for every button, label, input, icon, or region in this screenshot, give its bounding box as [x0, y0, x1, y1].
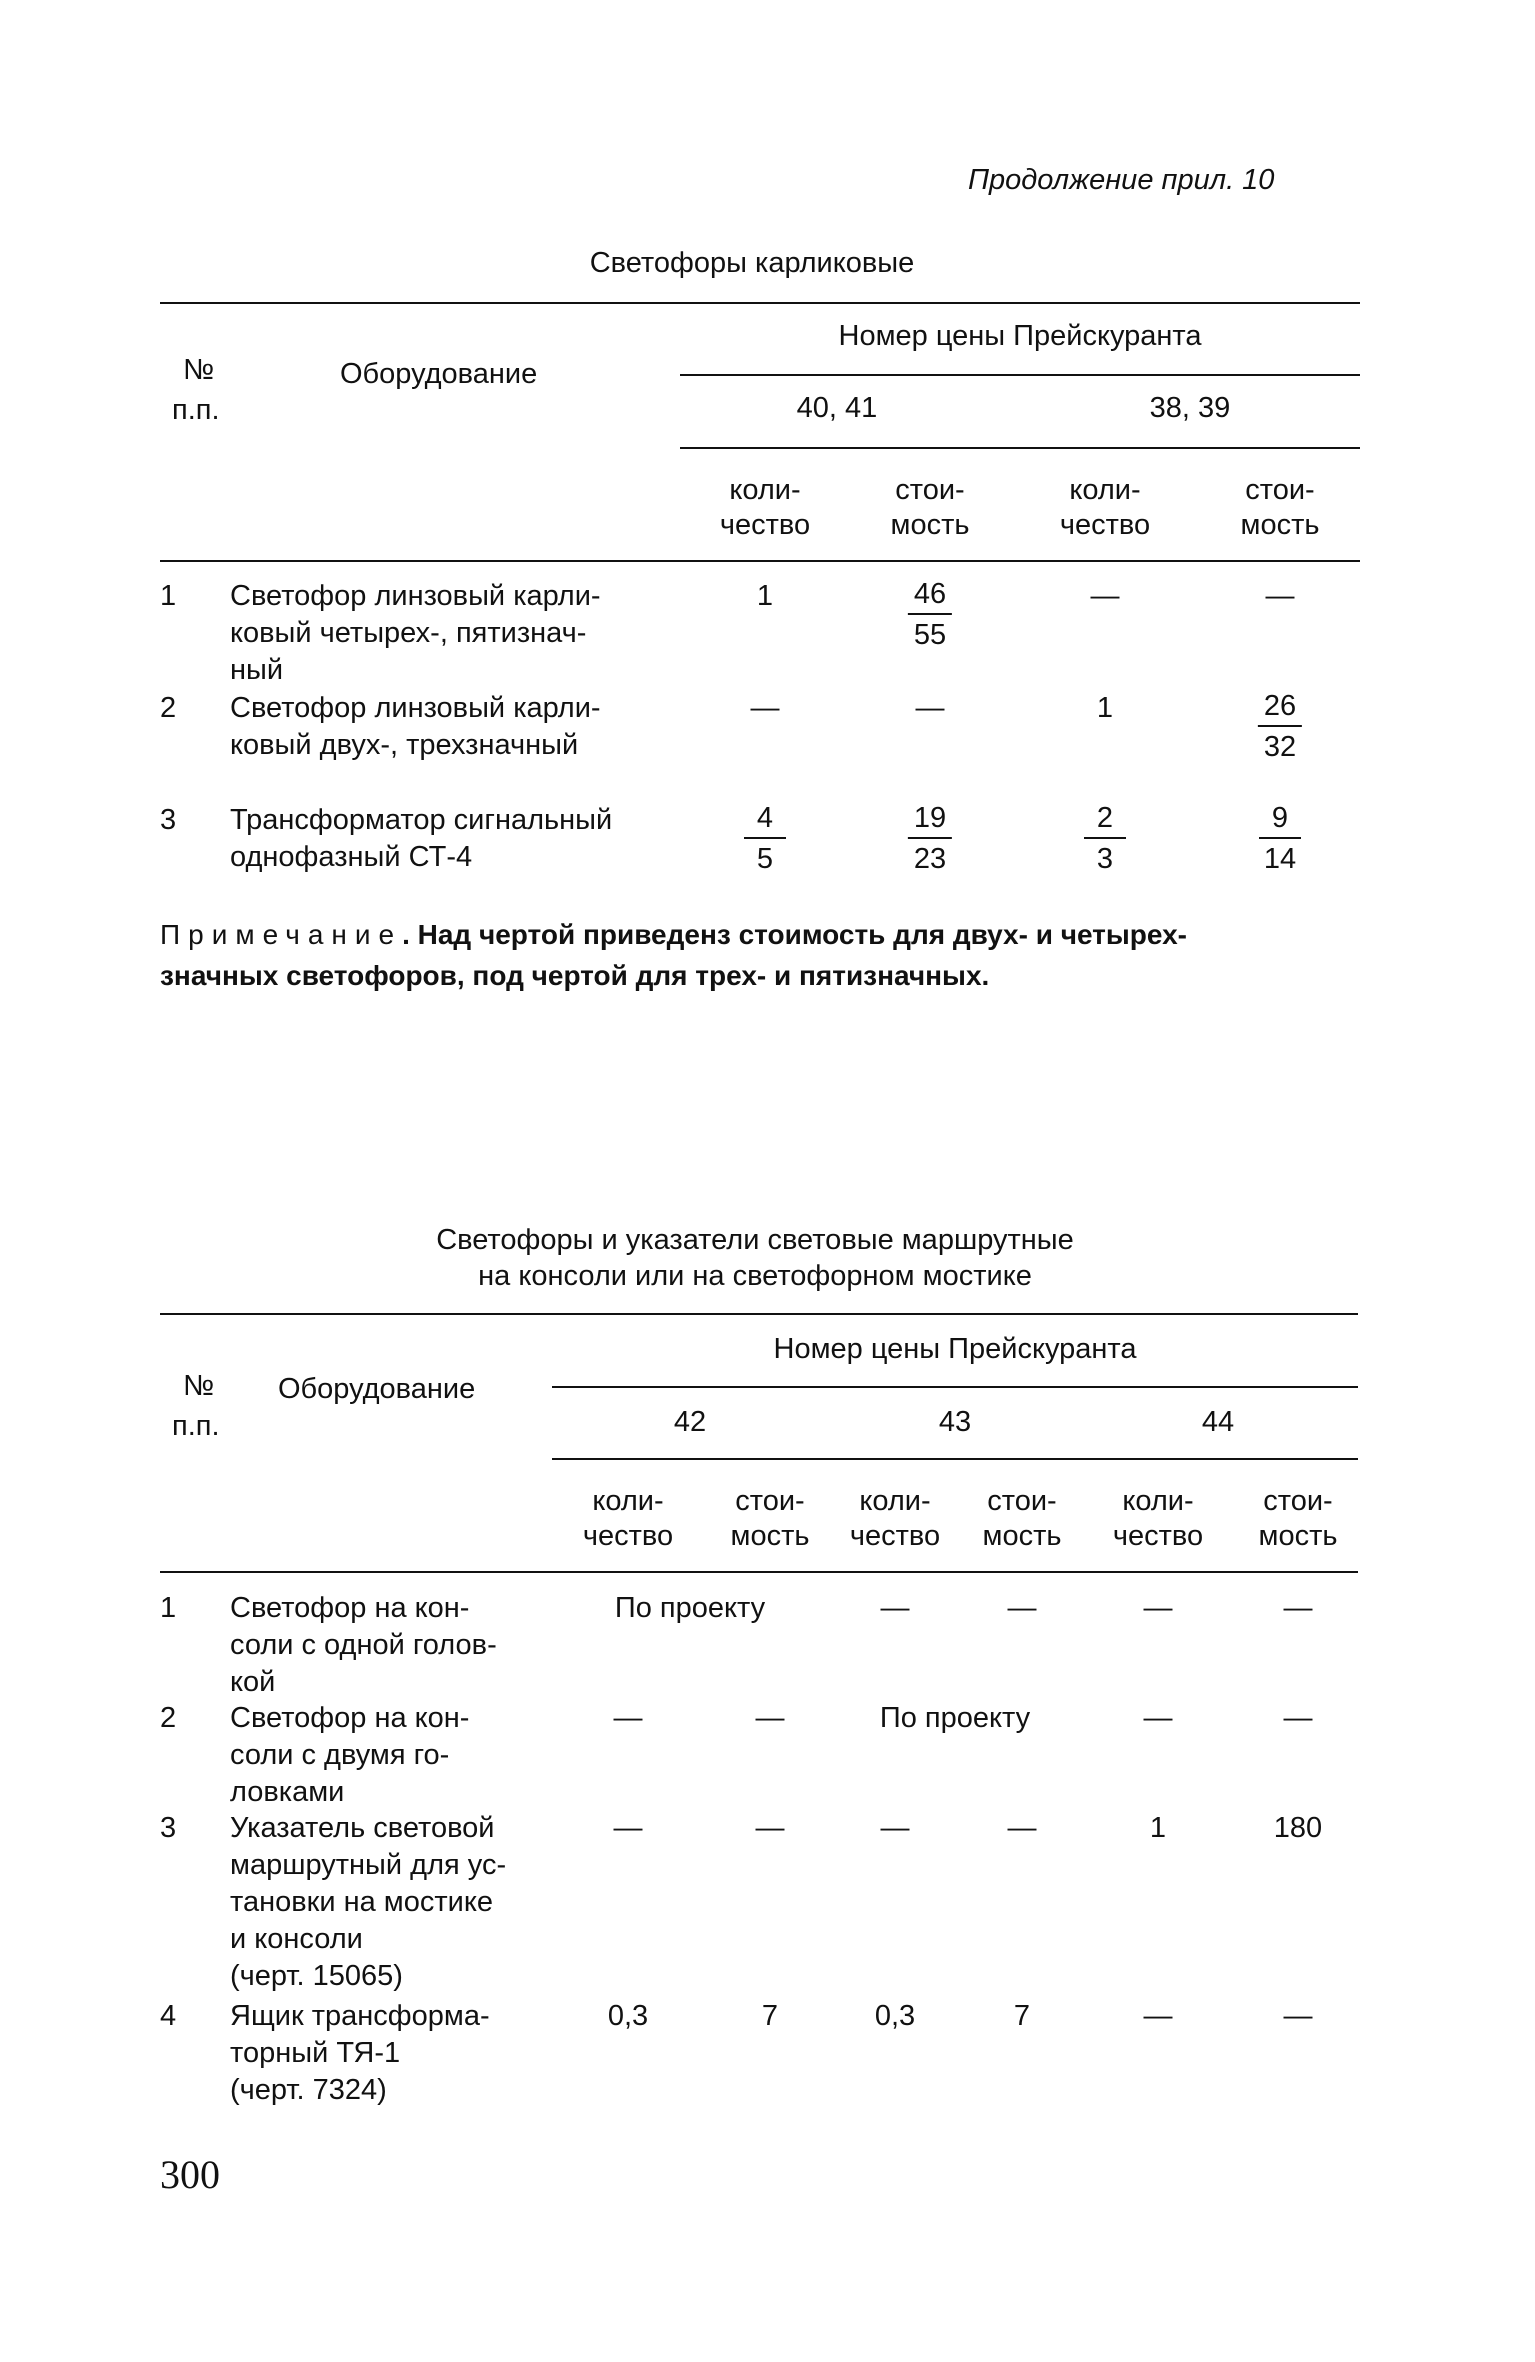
- row-number: 4: [160, 2000, 177, 2032]
- table-1-equipment-header: Оборудование: [340, 358, 538, 390]
- table-1-header-rule: [160, 560, 1360, 562]
- cell-value: —: [1007, 1812, 1037, 1844]
- cell-value: —: [915, 692, 945, 724]
- subheader-qty-line2: чество: [582, 1520, 674, 1552]
- cell-value: —: [1090, 580, 1120, 612]
- subheader-cost-line2: мость: [982, 1520, 1062, 1552]
- cell-value: 7: [761, 2000, 779, 2032]
- row-number: 2: [160, 692, 177, 724]
- equipment-name-line: Светофор линзовый карли-: [230, 692, 601, 724]
- cell-value: 180: [1273, 1812, 1323, 1844]
- table-1-no-header-line1: №: [183, 354, 215, 386]
- subheader-cost-line2: мость: [890, 509, 970, 541]
- denominator: 5: [756, 843, 774, 876]
- cell-value: 0,3: [874, 2000, 916, 2032]
- table-2-group-1: 42: [673, 1406, 707, 1438]
- cell-value: —: [880, 1592, 910, 1624]
- cell-value: —: [1143, 1702, 1173, 1734]
- row-number: 2: [160, 1702, 177, 1734]
- subheader-qty-line1: коли-: [729, 474, 801, 506]
- table-2-group-3: 44: [1201, 1406, 1235, 1438]
- denominator: 55: [913, 619, 947, 652]
- fraction-value: [744, 802, 786, 877]
- table-2-rule-groups: [552, 1458, 1358, 1460]
- subheader-qty-line1: коли-: [859, 1485, 931, 1517]
- equipment-name-line: соли с двумя го-: [230, 1739, 450, 1771]
- subheader-qty-line2: чество: [1112, 1520, 1204, 1552]
- denominator: 3: [1096, 843, 1114, 876]
- subheader-cost-line2: мость: [730, 1520, 810, 1552]
- table-1-rule-price: [680, 374, 1360, 376]
- cell-value: —: [880, 1812, 910, 1844]
- denominator: 14: [1263, 843, 1297, 876]
- table-2-rule-price: [552, 1386, 1358, 1388]
- cell-value: —: [1283, 1592, 1313, 1624]
- fraction-value: [1084, 802, 1126, 877]
- table-2-top-rule: [160, 1313, 1358, 1315]
- table-1-title: Светофоры карликовые: [589, 247, 915, 279]
- cell-value: —: [1007, 1592, 1037, 1624]
- subheader-cost-line2: мость: [1258, 1520, 1338, 1552]
- subheader-qty-line2: чество: [719, 509, 811, 541]
- cell-value: 1: [1096, 692, 1114, 724]
- equipment-name-line: (черт. 15065): [230, 1960, 403, 1992]
- numerator: 26: [1258, 690, 1302, 727]
- table-2-title-line1: Светофоры и указатели световые маршрутные: [436, 1224, 1074, 1256]
- cell-value: 1: [1149, 1812, 1167, 1844]
- cell-value: 1: [756, 580, 774, 612]
- subheader-cost-line1: стои-: [895, 474, 965, 506]
- equipment-name-line: (черт. 7324): [230, 2074, 387, 2106]
- cell-value: —: [1143, 2000, 1173, 2032]
- cell-value: —: [755, 1702, 785, 1734]
- equipment-name-line: ковый четырех-, пятизнач-: [230, 617, 587, 649]
- cell-value: —: [1283, 2000, 1313, 2032]
- equipment-name-line: Светофор на кон-: [230, 1702, 470, 1734]
- equipment-name-line: кой: [230, 1666, 276, 1698]
- table-2-no-header-line2: п.п.: [172, 1410, 220, 1442]
- table-1-no-header-line2: п.п.: [172, 394, 220, 426]
- table-1-top-rule: [160, 302, 1360, 304]
- equipment-name-line: ный: [230, 654, 284, 686]
- table-2-no-header-line1: №: [183, 1370, 215, 1402]
- denominator: 23: [913, 843, 947, 876]
- equipment-name-line: и консоли: [230, 1923, 363, 1955]
- numerator: 19: [908, 802, 952, 839]
- row-number: 3: [160, 1812, 177, 1844]
- fraction-value: [908, 802, 952, 877]
- page-number: 300: [160, 2152, 220, 2197]
- table-2-price-header: Номер цены Прейскуранта: [773, 1333, 1137, 1365]
- cell-value: 0,3: [607, 2000, 649, 2032]
- fraction-value: [908, 578, 952, 653]
- cell-value: —: [613, 1812, 643, 1844]
- by-project-span: По проекту: [614, 1592, 766, 1624]
- equipment-name-line: соли с одной голов-: [230, 1629, 497, 1661]
- table-2-title-line2: на консоли или на светофорном мостике: [478, 1260, 1032, 1292]
- table-1-rule-groups: [680, 447, 1360, 449]
- subheader-cost-line1: стои-: [735, 1485, 805, 1517]
- equipment-name-line: торный ТЯ-1: [230, 2037, 401, 2069]
- table-1-price-header: Номер цены Прейскуранта: [838, 320, 1202, 352]
- subheader-cost-line1: стои-: [1245, 474, 1315, 506]
- equipment-name-line: ковый двух-, трехзначный: [230, 729, 579, 761]
- cell-value: —: [1265, 580, 1295, 612]
- fraction-value: [1258, 690, 1302, 765]
- cell-value: —: [1143, 1592, 1173, 1624]
- cell-value: —: [750, 692, 780, 724]
- continuation-header: Продолжение прил. 10: [968, 164, 1275, 196]
- equipment-name-line: маршрутный для ус-: [230, 1849, 507, 1881]
- by-project-span: По проекту: [879, 1702, 1031, 1734]
- table-2-group-2: 43: [938, 1406, 972, 1438]
- equipment-name-line: Ящик трансформа-: [230, 2000, 490, 2032]
- row-number: 1: [160, 1592, 177, 1624]
- table-1-group-1: 40, 41: [796, 392, 878, 424]
- table-1-group-2: 38, 39: [1149, 392, 1231, 424]
- subheader-qty-line2: чество: [849, 1520, 941, 1552]
- row-number: 1: [160, 580, 177, 612]
- note-label: Примечание: [160, 919, 403, 950]
- equipment-name-line: тановки на мостике: [230, 1886, 493, 1918]
- note-line-1: . Над чертой приведенз стоимость для двух- и четырех-: [402, 919, 1188, 950]
- equipment-name-line: Светофор на кон-: [230, 1592, 470, 1624]
- note-line-2: значных светофоров, под чертой для трех- и пятизначных.: [160, 959, 990, 991]
- denominator: 32: [1263, 731, 1297, 764]
- table-1-note: [160, 915, 1370, 996]
- subheader-cost-line2: мость: [1240, 509, 1320, 541]
- subheader-cost-line1: стои-: [1263, 1485, 1333, 1517]
- equipment-name-line: Светофор линзовый карли-: [230, 580, 601, 612]
- fraction-value: [1259, 802, 1301, 877]
- cell-value: —: [613, 1702, 643, 1734]
- numerator: 9: [1259, 802, 1301, 839]
- subheader-cost-line1: стои-: [987, 1485, 1057, 1517]
- subheader-qty-line1: коли-: [1069, 474, 1141, 506]
- table-2-equipment-header: Оборудование: [278, 1373, 476, 1405]
- subheader-qty-line2: чество: [1059, 509, 1151, 541]
- table-2-header-rule: [160, 1571, 1358, 1573]
- subheader-qty-line1: коли-: [1122, 1485, 1194, 1517]
- subheader-qty-line1: коли-: [592, 1485, 664, 1517]
- numerator: 4: [744, 802, 786, 839]
- row-number: 3: [160, 804, 177, 836]
- cell-value: —: [755, 1812, 785, 1844]
- equipment-name-line: Указатель световой: [230, 1812, 495, 1844]
- cell-value: 7: [1013, 2000, 1031, 2032]
- numerator: 46: [908, 578, 952, 615]
- equipment-name-line: однофазный СТ-4: [230, 841, 473, 873]
- equipment-name-line: ловками: [230, 1776, 345, 1808]
- equipment-name-line: Трансформатор сигнальный: [230, 804, 613, 836]
- cell-value: —: [1283, 1702, 1313, 1734]
- numerator: 2: [1084, 802, 1126, 839]
